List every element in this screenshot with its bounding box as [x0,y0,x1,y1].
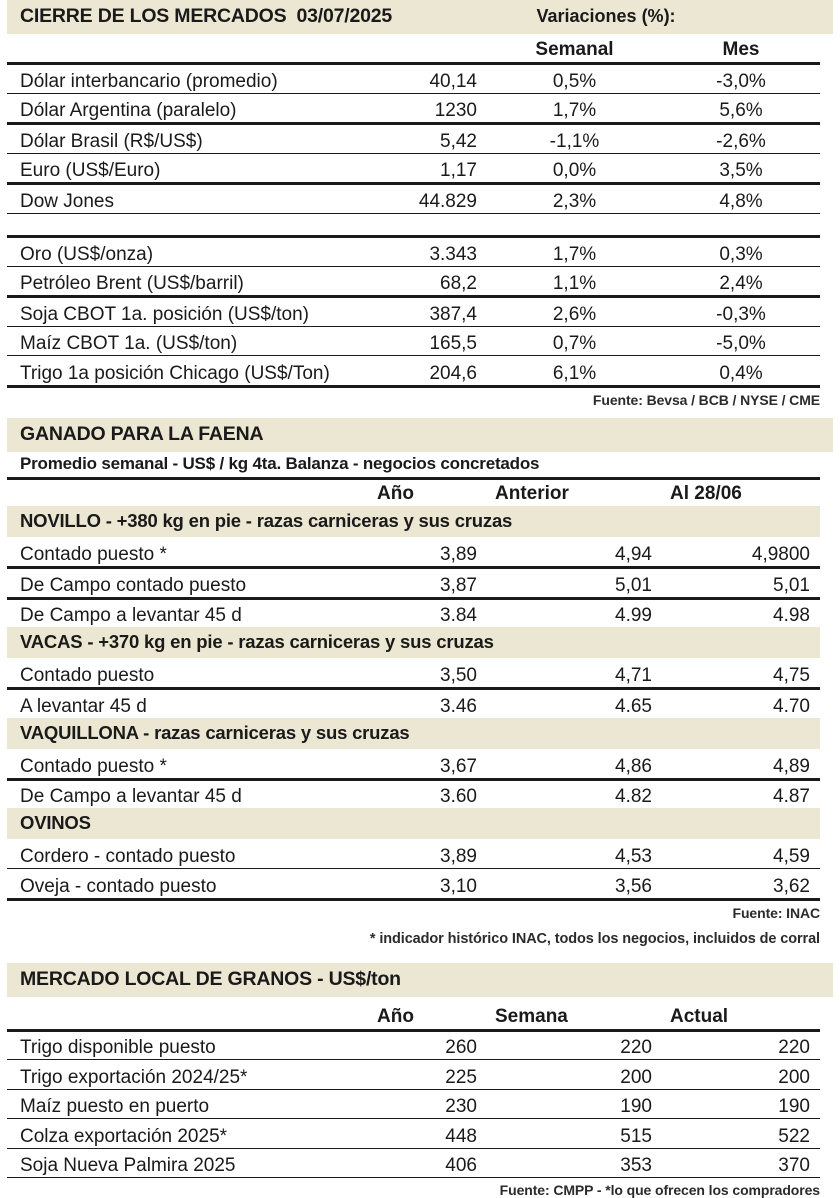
row-ano: 3.60 [440,786,477,807]
row-semanal: 2,6% [552,303,597,325]
row-anterior: 4,94 [615,544,652,565]
table-row [7,93,820,122]
grains-section [0,963,840,997]
row-ano: 3,87 [440,574,477,596]
row-label: Cordero - contado puesto [20,846,236,867]
table-row [7,537,820,566]
table-row [7,839,820,868]
row-semanal: 1,7% [552,100,597,121]
row-mes: -3,0% [716,70,766,92]
row-label: Maíz CBOT 1a. (US$/ton) [20,333,238,354]
table-row [7,689,820,718]
row-mes: -0,3% [716,303,766,325]
table-row [7,869,820,898]
row-anterior: 5,01 [615,574,652,596]
row-label: Oro (US$/onza) [20,243,154,265]
row-al: 3,62 [773,875,810,897]
row-label: Colza exportación 2025* [20,1125,228,1147]
cattle-note: * indicador histórico INAC, todos los negocios, incluidos de corral [369,930,820,947]
row-al: 4,89 [773,755,810,777]
row-actual: 220 [778,1037,810,1058]
row-label: De Campo a levantar 45 d [20,786,242,807]
row-semana: 190 [620,1096,652,1117]
header-semana: Semana [495,1005,568,1027]
row-actual: 370 [778,1155,810,1176]
row-al: 4,9800 [751,544,810,565]
row-ano: 3.46 [440,695,477,717]
row-value: 68,2 [440,273,477,294]
row-ano: 3.84 [440,605,477,626]
header-al: Al 28/06 [670,483,742,504]
markets-header-band [7,0,833,34]
table-row [7,297,820,326]
table-row [7,326,820,355]
row-label: De Campo contado puesto [20,574,247,596]
table-row [7,749,820,778]
row-mes: 2,4% [719,273,763,294]
row-ano: 3,89 [440,846,477,867]
row-value: 44.829 [418,190,477,212]
row-label: Petróleo Brent (US$/barril) [20,273,244,294]
row-ano: 260 [445,1037,477,1058]
table-row [7,153,820,182]
section-name: VAQUILLONA - razas carniceras y sus cruzas [7,718,820,749]
row-label: Dólar Argentina (paralelo) [20,100,237,121]
table-row [7,266,820,295]
header-ano: Año [377,483,414,504]
grains-table [7,997,820,1179]
row-semana: 220 [620,1037,652,1058]
table-row [7,568,820,597]
row-label: Dólar Brasil (R$/US$) [20,130,203,152]
header-anterior: Anterior [495,483,569,504]
row-anterior: 4.99 [615,605,652,626]
group-spacer [7,213,820,235]
markets-title-group [20,5,392,28]
row-anterior: 4.65 [615,695,652,717]
section-name: OVINOS [7,808,820,839]
row-label: Oveja - contado puesto [20,875,217,897]
table-row [7,124,820,153]
row-semana: 353 [620,1155,652,1176]
row-value: 40,14 [429,70,477,92]
grains-header-band [7,963,833,997]
cattle-section-header [7,718,820,749]
markets-table [7,34,820,388]
row-label: Contado puesto [20,665,155,686]
row-al: 4.87 [773,786,810,807]
row-label: Contado puesto * [20,544,167,565]
row-semana: 200 [620,1066,652,1088]
row-mes: 3,5% [719,160,763,181]
row-label: Maíz puesto en puerto [20,1096,210,1117]
row-label: Dólar interbancario (promedio) [20,70,278,92]
header-mes: Mes [722,39,760,60]
cattle-section-header [7,506,820,537]
markets-source: Fuente: Bevsa / BCB / NYSE / CME [592,391,820,408]
row-mes: 0,3% [719,243,763,265]
table-row [7,184,820,213]
row-anterior: 4,71 [615,665,652,686]
row-semanal: 1,1% [552,273,597,294]
row-al: 4.98 [773,605,810,626]
cattle-section [0,418,840,477]
row-mes: -5,0% [716,333,766,354]
row-anterior: 3,56 [615,875,652,897]
row-ano: 3,89 [440,544,477,565]
section-gap [0,408,840,418]
row-semanal: 0,0% [552,160,597,181]
row-al: 5,01 [773,574,810,596]
table-row [7,1030,820,1059]
row-anterior: 4.82 [615,786,652,807]
table-row [7,356,820,385]
row-ano: 225 [445,1066,477,1088]
row-label: Trigo 1a posición Chicago (US$/Ton) [20,362,330,384]
cattle-column-headers [7,478,820,506]
row-label: Trigo disponible puesto [20,1037,216,1058]
variaciones-label: Variaciones (%): [536,6,676,26]
row-al: 4,75 [773,665,810,686]
header-ano: Año [377,1005,414,1027]
markets-column-headers [7,34,820,62]
row-label: Soja Nueva Palmira 2025 [20,1155,236,1176]
row-value: 165,5 [429,333,477,354]
markets-date: 03/07/2025 [296,5,393,27]
row-label: Dow Jones [20,190,114,212]
row-semanal: 0,7% [552,333,597,354]
row-ano: 230 [445,1096,477,1117]
table-row [7,1060,820,1089]
row-label: Contado puesto * [20,755,167,777]
row-label: De Campo a levantar 45 d [20,605,242,626]
table-row [7,779,820,808]
table-row [7,64,820,93]
table-row [7,237,820,266]
row-value: 3.343 [429,243,477,265]
header-semanal: Semanal [535,39,614,60]
cattle-header-band [7,418,833,452]
row-label: Euro (US$/Euro) [20,160,161,181]
row-semanal: 6,1% [552,362,597,384]
section-gap [0,947,840,963]
row-anterior: 4,86 [615,755,652,777]
row-label: Trigo exportación 2024/25* [20,1066,248,1088]
row-actual: 190 [778,1096,810,1117]
row-label: Soja CBOT 1a. posición (US$/ton) [20,303,310,325]
section-name: VACAS - +370 kg en pie - razas carniceras y sus cruzas [7,627,820,658]
row-semanal: 0,5% [552,70,597,92]
row-mes: 4,8% [719,190,763,212]
row-actual: 200 [778,1066,810,1088]
table-row [7,658,820,687]
markets-title: CIERRE DE LOS MERCADOS [20,5,287,27]
row-semanal: 2,3% [552,190,597,212]
row-ano: 3,10 [440,875,477,897]
cattle-source: Fuente: INAC [732,904,820,921]
table-row [7,598,820,627]
cattle-title: GANADO PARA LA FAENA [20,422,264,445]
row-value: 1,17 [440,160,477,181]
grains-source: Fuente: CMPP - *lo que ofrecen los compradores [499,1182,820,1198]
cattle-subtitle: Promedio semanal - US$ / kg 4ta. Balanza - negocios concretados [20,453,540,473]
row-anterior: 4,53 [615,846,652,867]
row-mes: 5,6% [719,100,763,121]
row-value: 5,42 [440,130,477,152]
markets-section [0,0,840,34]
row-mes: -2,6% [716,130,766,152]
table-row [7,1148,820,1177]
row-semana: 515 [620,1125,652,1147]
row-ano: 448 [445,1125,477,1147]
row-value: 204,6 [429,362,477,384]
row-ano: 3,50 [440,665,477,686]
row-semanal: 1,7% [552,243,597,265]
grains-column-headers [7,997,820,1029]
table-row [7,1119,820,1148]
row-ano: 3,67 [440,755,477,777]
cattle-table [7,477,820,901]
row-al: 4.70 [773,695,810,717]
row-al: 4,59 [773,846,810,867]
row-mes: 0,4% [719,362,763,384]
row-actual: 522 [778,1125,810,1147]
header-actual: Actual [670,1005,729,1027]
section-name: NOVILLO - +380 kg en pie - razas carniceras y sus cruzas [7,506,820,537]
row-value: 387,4 [429,303,477,325]
table-row [7,1089,820,1118]
row-semanal: -1,1% [549,130,600,152]
cattle-section-header [7,627,820,658]
row-ano: 406 [445,1155,477,1176]
row-label: A levantar 45 d [20,695,147,717]
cattle-section-header [7,808,820,839]
grains-title: MERCADO LOCAL DE GRANOS - US$/ton [20,967,401,990]
row-value: 1230 [434,100,477,121]
